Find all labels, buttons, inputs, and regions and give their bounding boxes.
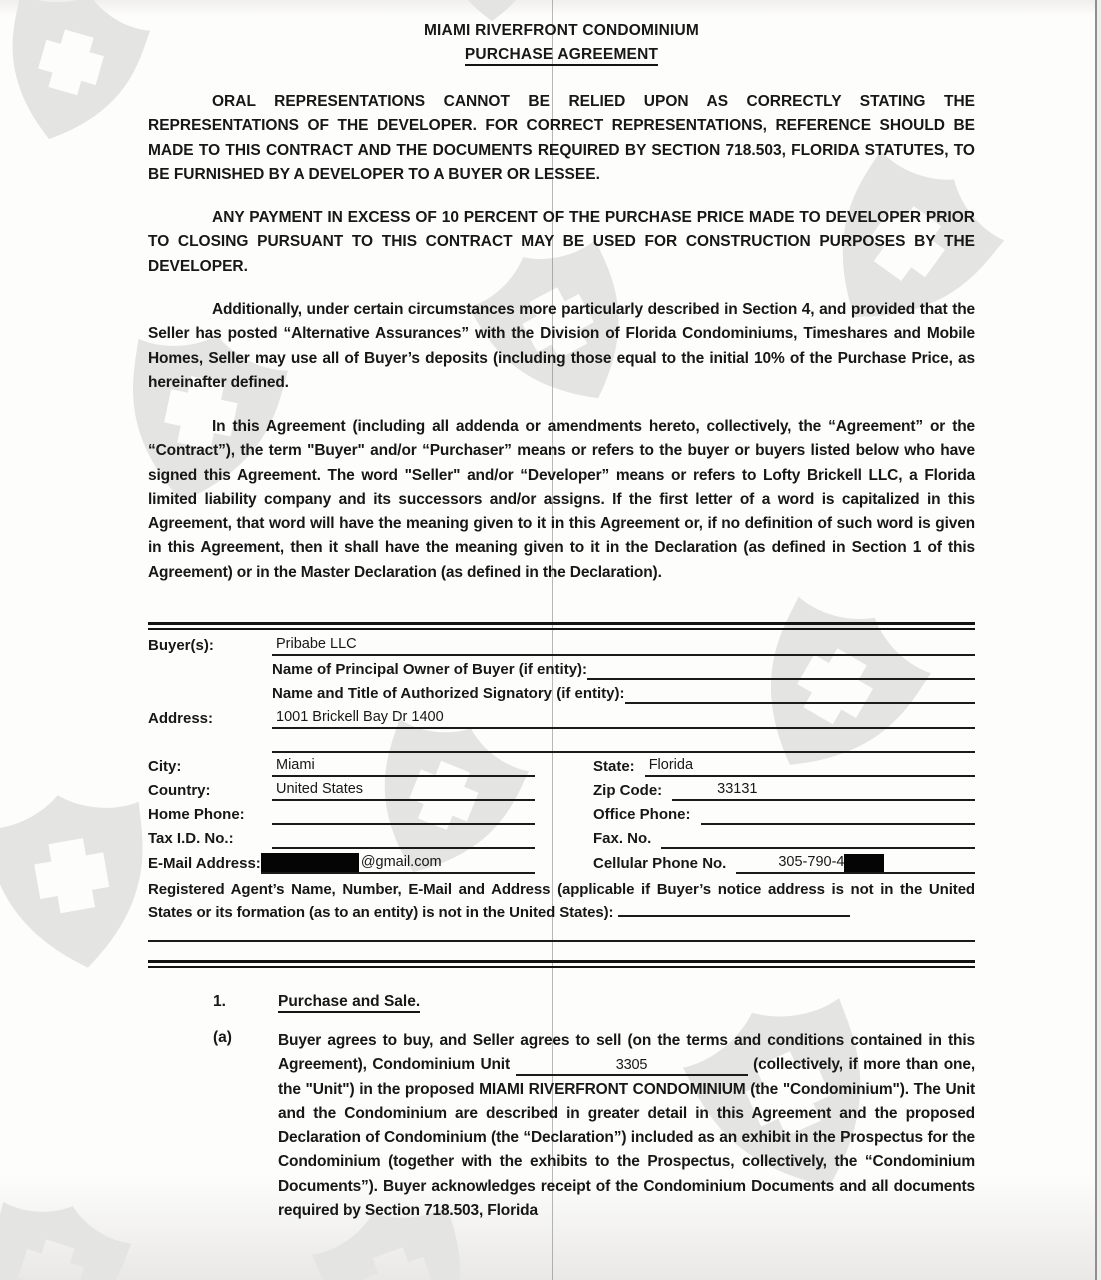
city-field bbox=[272, 755, 535, 777]
registered-agent-label: Registered Agent’s Name, Number, E-Mail and Address (applicable if Buyer’s notice address is not in the United States or its formation (as to an entity) is not in the United States): bbox=[148, 881, 975, 921]
email-label: E-Mail Address: bbox=[148, 855, 261, 872]
zip-label: Zip Code: bbox=[593, 782, 663, 799]
paragraph-definitions bbox=[148, 415, 975, 585]
form-top-border bbox=[148, 622, 975, 630]
scan-edge-line bbox=[1095, 0, 1097, 1280]
section-1-number: 1. bbox=[213, 993, 226, 1010]
redacted-phone-box bbox=[844, 854, 884, 872]
office-phone-field bbox=[701, 803, 975, 825]
item-a-text-mid: (collectively, if more than one, the "Unit") in the proposed bbox=[278, 1056, 975, 1098]
home-phone-label: Home Phone: bbox=[148, 806, 245, 823]
tax-id-field bbox=[272, 827, 535, 849]
state-label: State: bbox=[593, 758, 635, 775]
signatory-label: Name and Title of Authorized Signatory (if entity): bbox=[272, 685, 625, 702]
state-value: Florida bbox=[648, 757, 694, 773]
state-field bbox=[645, 755, 975, 777]
buyers-label: Buyer(s): bbox=[148, 637, 214, 654]
paragraph-additionally: Additionally, under certain circumstances more particularly described in Section 4, and provided that the Seller has posted “Alternative Assurances” with the Division of Florida Condominiums, Timeshares and Mobile Homes, Seller may use all of Buyer’s deposits (including those equal to the initial 10% of the Purchase Price, as hereinafter defined. bbox=[148, 301, 975, 391]
definitions-text: In this Agreement (including all addenda or amendments hereto, collectively, the “Agreement” or the “Contract”), the term "Buyer" and/or “Purchaser” means or refers to the buyer or buyers listed below who have signed this Agreement. The word "Seller" and/or “Developer” means or refers to bbox=[148, 418, 975, 484]
zip-field bbox=[672, 779, 975, 801]
email-value-suffix: @gmail.com bbox=[360, 854, 442, 870]
cellular-label: Cellular Phone No. bbox=[593, 855, 727, 872]
city-label: City: bbox=[148, 758, 182, 775]
condominium-name: MIAMI RIVERFRONT CONDOMINIUM bbox=[479, 1080, 746, 1098]
country-value: United States bbox=[276, 781, 364, 797]
paragraph-payment-excess: ANY PAYMENT IN EXCESS OF 10 PERCENT OF THE PURCHASE PRICE MADE TO DEVELOPER PRIOR TO CLOSING PURSUANT TO THIS CONTRACT MAY BE USED FOR CONSTRUCTION PURPOSES BY THE DEVELOPER. bbox=[148, 209, 975, 275]
office-phone-label: Office Phone: bbox=[593, 806, 691, 823]
paragraph-oral-representations: ORAL REPRESENTATIONS CANNOT BE RELIED UPON AS CORRECTLY STATING THE REPRESENTATIONS OF THE DEVELOPER. FOR CORRECT REPRESENTATIONS, REFERENCE SHOULD BE MADE TO THIS CONTRACT AND THE DOCUMENTS REQUIRED BY SECTION 718.503, FLORIDA STATUTES, TO BE FURNISHED BY A DEVELOPER TO A BUYER OR LESSEE. bbox=[148, 93, 975, 183]
definitions-text-continued: and its successors and/or assigns. If the first letter of a word is capitalized in this Agreement, that word will have the meaning given to it in this Agreement or, if no definition of such word is given in this Agreement, then it shall have the meaning given to it in the Declaration (as defined in Section 1 of this Agreement) or in the Master Declaration (as defined in the Declaration). bbox=[148, 490, 976, 581]
principal-owner-field bbox=[587, 658, 975, 680]
form-bottom-border bbox=[148, 960, 975, 968]
buyer-info-form bbox=[148, 622, 975, 968]
fax-field bbox=[661, 827, 975, 849]
shield-cross-watermark-icon bbox=[0, 0, 164, 165]
item-a-text-post: (the "Condominium"). The Unit and the Condominium are described in greater detail in this Agreement and the proposed Declaration of Condominium (the “Declaration”) included as an exhibit in the Prospectus for the Condominium (together with the exhibits to the Prospectus, collectively, the “Condominium Documents”). Buyer acknowledges receipt of the Condominium Documents and all documents required by Section 718.503, Florida bbox=[278, 1080, 976, 1220]
item-a-label: (a) bbox=[213, 1029, 232, 1046]
signatory-field bbox=[625, 682, 975, 704]
address-label: Address: bbox=[148, 710, 214, 727]
cellular-value: 305-790-4 bbox=[778, 854, 845, 870]
document-title: MIAMI RIVERFRONT CONDOMINIUM bbox=[423, 22, 700, 39]
seller-entity-name: Lofty Brickell LLC, a Florida limited liability company bbox=[148, 466, 975, 508]
buyers-value: Pribabe LLC bbox=[276, 636, 357, 652]
item-a-paragraph bbox=[278, 1029, 975, 1223]
unit-number-field bbox=[516, 1056, 748, 1076]
unit-number-value: 3305 bbox=[615, 1057, 648, 1074]
registered-agent-field bbox=[618, 902, 850, 917]
item-a-text: Buyer agrees to buy, and Seller agrees to sell (on the terms and conditions contained in this Agreement), Condominium Unit bbox=[278, 1032, 975, 1074]
home-phone-field bbox=[272, 803, 535, 825]
fax-label: Fax. No. bbox=[593, 830, 652, 847]
principal-owner-label: Name of Principal Owner of Buyer (if entity): bbox=[272, 661, 588, 678]
zip-value: 33131 bbox=[717, 781, 758, 797]
country-label: Country: bbox=[148, 782, 211, 799]
address-value: 1001 Brickell Bay Dr 1400 bbox=[276, 709, 444, 725]
address-field bbox=[272, 707, 975, 729]
city-value: Miami bbox=[276, 757, 315, 773]
blank-line bbox=[148, 940, 975, 942]
email-field bbox=[261, 852, 535, 874]
document-subtitle: PURCHASE AGREEMENT bbox=[148, 46, 975, 64]
section-1-heading: Purchase and Sale. bbox=[278, 993, 420, 1011]
tax-id-label: Tax I.D. No.: bbox=[148, 830, 234, 847]
shield-cross-watermark-icon bbox=[0, 1176, 146, 1280]
country-field bbox=[272, 779, 535, 801]
buyers-field bbox=[272, 634, 975, 656]
scan-edge-band bbox=[1097, 0, 1101, 1280]
redacted-email-box bbox=[261, 853, 359, 872]
address-field-line2 bbox=[272, 731, 975, 753]
cellular-field bbox=[736, 852, 975, 874]
registered-agent-paragraph bbox=[148, 878, 975, 924]
